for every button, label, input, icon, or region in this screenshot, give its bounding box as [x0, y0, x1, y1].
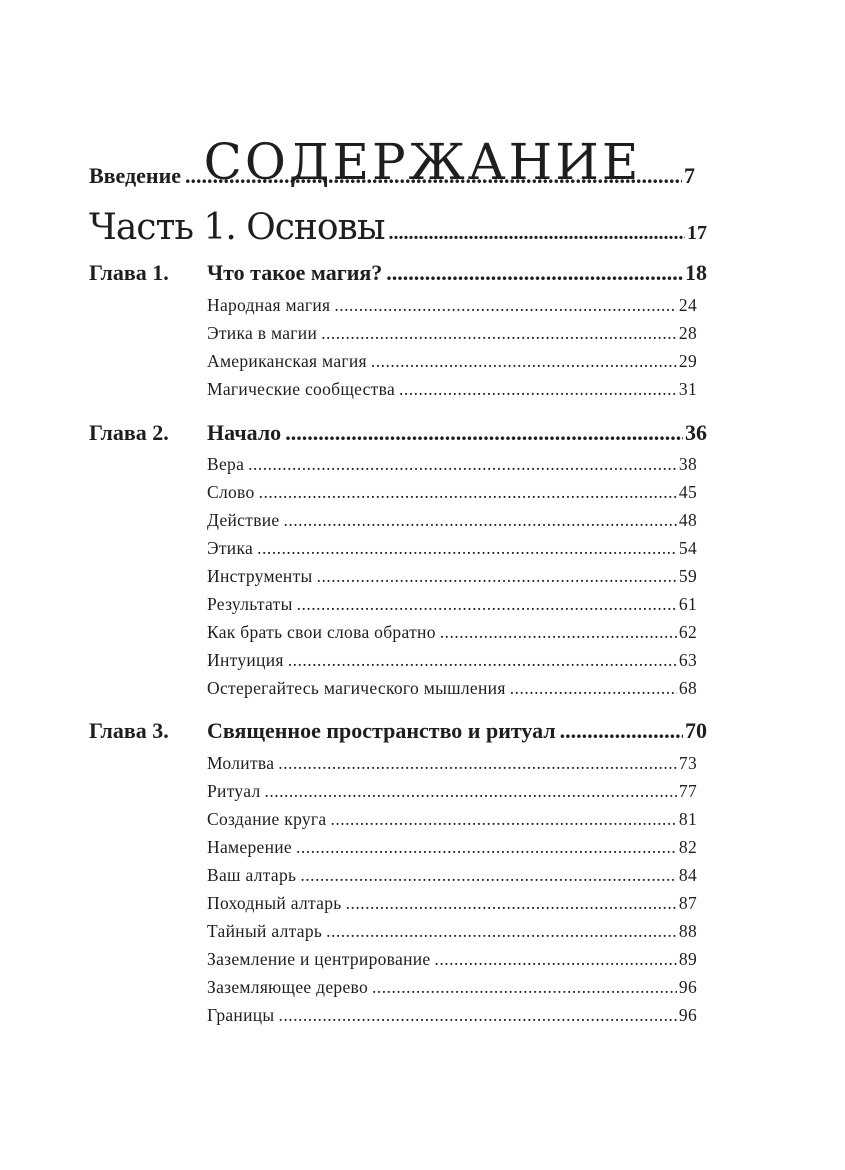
toc-entry-section[interactable]	[207, 946, 697, 972]
section-title: Создание круга	[207, 809, 327, 829]
toc-entry-section[interactable]	[207, 292, 697, 318]
dot-leader	[440, 619, 677, 645]
toc-entry-section[interactable]	[207, 778, 697, 804]
toc-page-number: 59	[678, 566, 697, 586]
toc-entry-section[interactable]	[207, 862, 697, 888]
dot-leader	[288, 647, 677, 673]
section-title: Магические сообщества	[207, 379, 396, 399]
dot-leader	[434, 946, 676, 972]
toc-page-number: 54	[678, 538, 697, 558]
section-title: Слово	[207, 482, 255, 502]
dot-leader	[185, 160, 682, 192]
toc-entry-intro[interactable]	[89, 160, 695, 192]
toc-entry-section[interactable]	[207, 563, 697, 589]
toc-page-number: 45	[678, 482, 697, 502]
toc-page-number: 96	[678, 1005, 697, 1025]
toc-entry-section[interactable]	[207, 890, 697, 916]
toc-entry-section[interactable]	[207, 619, 697, 645]
toc-entry-section[interactable]	[207, 750, 697, 776]
section-title: Ваш алтарь	[207, 865, 297, 885]
toc-page-number: 88	[678, 921, 697, 941]
toc-entry-section[interactable]	[207, 974, 697, 1000]
section-title: Походный алтарь	[207, 893, 342, 913]
section-title: Результаты	[207, 594, 293, 614]
toc-page-number: 89	[678, 949, 697, 969]
dot-leader	[321, 320, 677, 346]
toc-entry-chapter-1[interactable]	[207, 257, 707, 289]
toc-page-number: 29	[678, 351, 697, 371]
toc-entry-section[interactable]	[207, 918, 697, 944]
toc-entry-section[interactable]	[207, 507, 697, 533]
toc-page-number: 77	[678, 781, 697, 801]
chapter-number: Глава 1.	[89, 260, 169, 285]
part-heading: Часть 1. Основы	[89, 207, 385, 248]
toc-page-number: 81	[678, 809, 697, 829]
toc-entry-section[interactable]	[207, 320, 697, 346]
toc-page-number: 68	[678, 678, 697, 698]
toc-entry-section[interactable]	[207, 451, 697, 477]
dot-leader	[279, 1002, 677, 1028]
chapter-title: Что такое магия?	[207, 260, 383, 285]
toc-entry-section[interactable]	[207, 376, 697, 402]
section-title: Намерение	[207, 837, 292, 857]
toc-page-number: 28	[678, 323, 697, 343]
section-title: Ритуал	[207, 781, 261, 801]
dot-leader	[388, 208, 685, 258]
dot-leader	[285, 417, 683, 449]
dot-leader	[248, 451, 677, 477]
toc-page-number: 61	[678, 594, 697, 614]
dot-leader	[257, 535, 677, 561]
section-title: Американская магия	[207, 351, 367, 371]
section-title: Этика в магии	[207, 323, 318, 343]
dot-leader	[284, 507, 677, 533]
toc-entry-chapter-2[interactable]	[207, 417, 707, 449]
toc-entry-chapter-3[interactable]	[207, 715, 707, 747]
toc-page-number: 17	[687, 222, 707, 244]
dot-leader	[317, 563, 677, 589]
dot-leader	[297, 591, 677, 617]
toc-page-number: 63	[678, 650, 697, 670]
toc-entry-label: Введение	[89, 163, 182, 188]
toc-entry-section[interactable]	[207, 806, 697, 832]
toc-entry-section[interactable]	[207, 834, 697, 860]
section-title: Заземление и центрирование	[207, 949, 431, 969]
toc-page-number: 31	[678, 379, 697, 399]
dot-leader	[334, 292, 677, 318]
section-title: Остерегайтесь магического мышления	[207, 678, 506, 698]
dot-leader	[259, 479, 677, 505]
chapter-title: Начало	[207, 420, 282, 445]
section-title: Границы	[207, 1005, 275, 1025]
dot-leader	[386, 257, 683, 289]
section-title: Тайный алтарь	[207, 921, 323, 941]
toc-entry-part-1[interactable]	[89, 203, 707, 258]
toc-page-number: 82	[678, 837, 697, 857]
dot-leader	[371, 348, 677, 374]
toc-page-number: 62	[678, 622, 697, 642]
toc-page-number: 84	[678, 865, 697, 885]
dot-leader	[265, 778, 677, 804]
section-title: Инструменты	[207, 566, 313, 586]
section-title: Действие	[207, 510, 280, 530]
dot-leader	[296, 834, 677, 860]
dot-leader	[560, 715, 683, 747]
dot-leader	[346, 890, 677, 916]
toc-page-number: 24	[678, 295, 697, 315]
toc-page-number: 96	[678, 977, 697, 997]
section-title: Заземляющее дерево	[207, 977, 369, 997]
toc-page-number: 87	[678, 893, 697, 913]
toc-page-number: 48	[678, 510, 697, 530]
section-title: Молитва	[207, 753, 275, 773]
section-title: Народная магия	[207, 295, 331, 315]
toc-page-number: 73	[678, 753, 697, 773]
toc-entry-section[interactable]	[207, 591, 697, 617]
toc-page-number: 70	[685, 718, 707, 743]
section-title: Интуиция	[207, 650, 284, 670]
chapter-title: Священное пространство и ритуал	[207, 718, 556, 743]
toc-entry-section[interactable]	[207, 479, 697, 505]
section-title: Этика	[207, 538, 254, 558]
toc-page-number: 36	[685, 420, 707, 445]
dot-leader	[399, 376, 677, 402]
dot-leader	[372, 974, 677, 1000]
chapter-number: Глава 3.	[89, 718, 169, 743]
dot-leader	[300, 862, 677, 888]
chapter-number: Глава 2.	[89, 420, 169, 445]
toc-entry-section[interactable]	[207, 1002, 697, 1028]
dot-leader	[326, 918, 677, 944]
toc-entry-section[interactable]	[207, 348, 697, 374]
dot-leader	[510, 675, 677, 701]
toc-page-number: 7	[684, 163, 695, 188]
dot-leader	[278, 750, 677, 776]
section-title: Вера	[207, 454, 245, 474]
toc-page-number: 38	[678, 454, 697, 474]
page-title: СОДЕРЖАНИЕ	[203, 132, 642, 191]
toc-entry-section[interactable]	[207, 647, 697, 673]
toc-page-number: 18	[685, 260, 707, 285]
toc-entry-section[interactable]	[207, 535, 697, 561]
toc-entry-section[interactable]	[207, 675, 697, 701]
dot-leader	[330, 806, 676, 832]
section-title: Как брать свои слова обратно	[207, 622, 436, 642]
